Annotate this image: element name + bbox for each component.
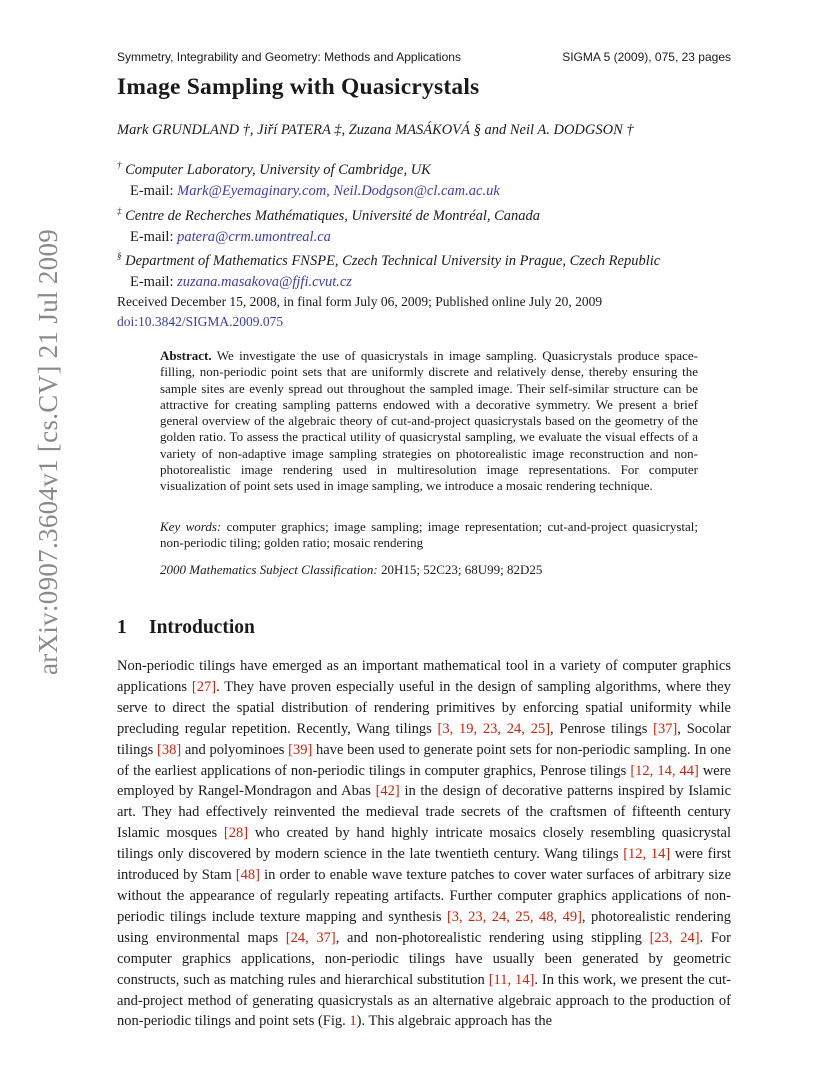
abstract-text: We investigate the use of quasicrystals in image sampling. Quasicrystals produce space-filling, non-periodic point sets that are uniformly discrete and relatively dense, thereby ensuring the sample sites are evenly spread out throughout the sampled image. Their self-similar structure can be attractive for creating sampling patterns endowed with a decorative symmetry. We present a brief general overview of the algebraic theory of cut-and-project quasicrystals based on the geometry of the golden ratio. To assess the practical utility of quasicrystal sampling, we evaluate the visual effects of a variety of non-adaptive image sampling strategies on photorealistic image reconstruction and non-photorealistic image rendering used in multiresolution image representations. For computer visualization of point sets used in image sampling, we introduce a mosaic rendering technique. xyxy=(160,348,699,494)
keywords-label: Key words: xyxy=(160,519,222,534)
affiliation-1 xyxy=(117,155,500,202)
arxiv-stamp: arXiv:0907.3604v1 [cs.CV] 21 Jul 2009 xyxy=(33,228,63,675)
keywords xyxy=(160,519,698,552)
body-text: and polyominoes xyxy=(181,741,289,758)
body-text: in order to enable wave texture patches to cover water surfaces of arbitrary size without the appearance of regularly repeating artifacts. Further computer graphics applications of non-periodic tilings include texture mapping and synthesis xyxy=(117,867,732,925)
body-text: . In this work, we present the cut-and-project method of generating quasicrystals as an alternative algebraic approach to the production of non-periodic tilings and point sets (Fig. xyxy=(117,971,731,1030)
body-text: , Socolar tilings xyxy=(117,720,731,758)
citation-link[interactable]: [48] xyxy=(235,867,260,884)
figure-link[interactable]: 1 xyxy=(349,1013,357,1030)
affiliation-institution: Department of Mathematics FNSPE, Czech Technical University in Prague, Czech Republic xyxy=(125,252,661,269)
citation-link[interactable]: [11, 14] xyxy=(488,971,535,988)
body-text: . For computer graphics applications, non-periodic tilings have usually been generated by geometric constructs, such as matching rules and hierarchical substitution xyxy=(117,929,731,988)
body-text: Non-periodic tilings have emerged as an important mathematical tool in a variety of computer graphics applications xyxy=(117,658,731,695)
email-link[interactable]: zuzana.masakova@fjfi.cvut.cz xyxy=(177,273,352,290)
email-label: E-mail: xyxy=(130,273,174,290)
citation-link[interactable]: [38] xyxy=(156,741,182,758)
email-label: E-mail: xyxy=(130,228,174,245)
running-header xyxy=(117,50,731,64)
email-link[interactable]: patera@crm.umontreal.ca xyxy=(177,228,331,245)
msc-classification xyxy=(160,562,542,578)
body-text: ). This algebraic approach has the xyxy=(356,1013,553,1030)
msc-label: 2000 Mathematics Subject Classification: xyxy=(160,562,378,577)
affiliation-2 xyxy=(117,201,540,248)
citation-link[interactable]: [3, 23, 24, 25, 48, 49] xyxy=(446,908,582,925)
citation-link[interactable]: [42] xyxy=(375,783,400,800)
msc-codes: 20H15; 52C23; 68U99; 82D25 xyxy=(380,562,543,577)
affiliation-institution: Computer Laboratory, University of Cambridge, UK xyxy=(125,161,431,178)
citation-link[interactable]: [23, 24] xyxy=(649,929,700,946)
citation-link[interactable]: [24, 37] xyxy=(285,929,336,946)
journal-name: Symmetry, Integrability and Geometry: Methods and Applications xyxy=(117,50,461,64)
journal-citation: SIGMA 5 (2009), 075, 23 pages xyxy=(562,50,731,64)
body-text: who created by hand highly intricate mosaics closely resembling quasicrystal tilings only discovered by modern science in the late twentieth century. Wang tilings xyxy=(117,825,731,863)
citation-link[interactable]: [12, 14, 44] xyxy=(630,762,699,779)
section-title: Introduction xyxy=(149,617,255,638)
citation-link[interactable]: [39] xyxy=(288,741,313,758)
body-text: . They have proven especially useful in the design of sampling algorithms, where they serve to direct the spatial distribution of rendering primitives by enforcing spatial uniformity while precluding regular repetition. Recently, Wang tilings xyxy=(117,678,731,737)
affiliation-mark: † xyxy=(117,160,122,170)
introduction-paragraph xyxy=(117,656,731,1032)
citation-link[interactable]: [28] xyxy=(223,825,249,842)
body-text: , Penrose tilings xyxy=(550,720,654,737)
paper-title: Image Sampling with Quasicrystals xyxy=(117,74,480,100)
email-label: E-mail: xyxy=(130,182,174,199)
received-line: Received December 15, 2008, in final form July 06, 2009; Published online July 20, 2009 xyxy=(117,294,603,309)
body-text: were employed by Rangel-Mondragon and Abas xyxy=(117,762,731,800)
citation-link[interactable]: [3, 19, 23, 24, 25] xyxy=(437,720,551,737)
affiliation-mark: § xyxy=(117,251,122,261)
body-text: were first introduced by Stam xyxy=(117,846,731,884)
affiliation-institution: Centre de Recherches Mathématiques, Université de Montréal, Canada xyxy=(125,207,541,224)
email-link[interactable]: Mark@Eyemaginary.com, Neil.Dodgson@cl.cam.ac.uk xyxy=(177,182,500,199)
body-text: in the design of decorative patterns inspired by Islamic art. They had effectively reinvented the medieval trade secrets of the craftsmen of fifteenth century Islamic mosques xyxy=(117,783,732,842)
citation-link[interactable]: [12, 14] xyxy=(623,846,671,863)
citation-link[interactable]: [37] xyxy=(653,720,678,737)
affiliation-mark: ‡ xyxy=(117,206,122,216)
keywords-text: computer graphics; image sampling; image representation; cut-and-project quasicrystal; non-periodic tiling; golden ratio; mosaic rendering xyxy=(160,519,698,551)
section-heading xyxy=(117,617,255,639)
abstract xyxy=(160,348,698,495)
author-list: Mark GRUNDLAND †, Jiří PATERA ‡, Zuzana MASÁKOVÁ § and Neil A. DODGSON † xyxy=(117,122,634,138)
citation-link[interactable]: [27] xyxy=(191,678,217,695)
doi-link[interactable]: doi:10.3842/SIGMA.2009.075 xyxy=(117,314,284,329)
affiliation-3 xyxy=(117,246,660,293)
body-text: have been used to generate point sets for non-periodic sampling. In one of the earliest applications of non-periodic tilings in computer graphics, Penrose tilings xyxy=(117,741,731,779)
publication-dates xyxy=(117,292,602,332)
abstract-label: Abstract. xyxy=(160,348,212,363)
section-number: 1 xyxy=(117,617,127,638)
body-text: , and non-photorealistic rendering using stippling xyxy=(335,929,650,946)
body-text: , photorealistic rendering using environmental maps xyxy=(117,908,731,946)
